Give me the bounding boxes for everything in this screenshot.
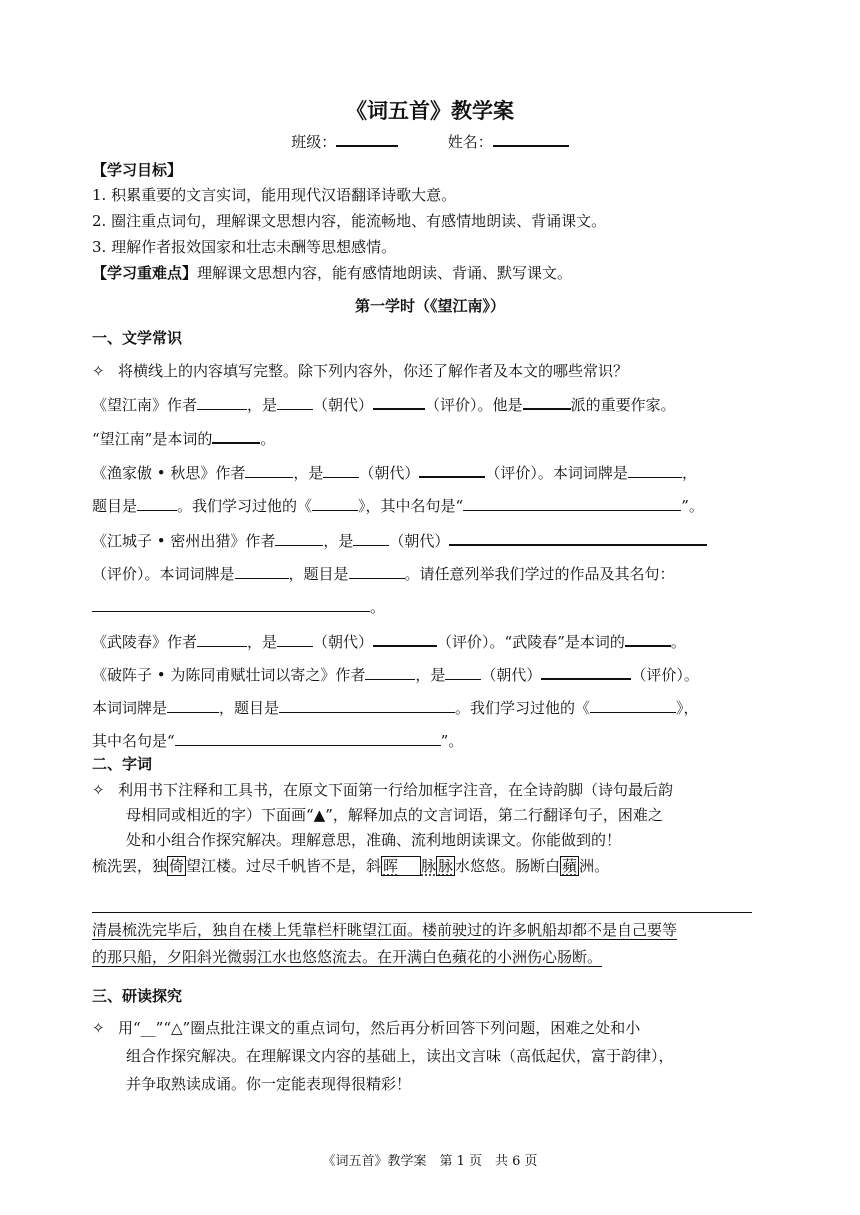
section3-heading: 三、研读探究 xyxy=(92,987,183,1005)
section2-instruction: 利用书下注释和工具书，在原文下面第一行给加框字注音，在全诗韵脚（诗句最后韵 xyxy=(118,781,674,799)
fill-text: 。我们学习过他的《 xyxy=(455,699,591,717)
boxed-char: 蘋 xyxy=(562,857,578,875)
fill-blank[interactable] xyxy=(445,665,481,680)
class-blank[interactable] xyxy=(336,131,398,147)
fill-blank[interactable] xyxy=(463,496,681,511)
section2-instruction: 母相同或相近的字）下面画“▲”，解释加点的文言词语，第二行翻译句子，困难之 xyxy=(126,806,663,824)
fill-line xyxy=(92,731,463,751)
fill-text: 本词词牌是 xyxy=(92,699,168,717)
fill-blank[interactable] xyxy=(277,395,313,410)
section3-instruction: 并争取熟读成诵。你一定能表现得很精彩！ xyxy=(126,1075,412,1093)
section2-heading: 二、字词 xyxy=(92,755,153,773)
fill-text: ，题目是 xyxy=(288,565,349,583)
diamond-bullet-icon: ✧ xyxy=(92,362,105,380)
fill-blank[interactable] xyxy=(628,463,682,478)
lesson-title: 第一学时（《望江南》） xyxy=(354,297,505,315)
fill-blank[interactable] xyxy=(373,394,425,410)
fill-line xyxy=(92,597,385,617)
fill-text: （朝代） xyxy=(389,532,450,550)
fill-text: （评价）。本词词牌是 xyxy=(485,464,628,482)
document-title: 《词五首》教学案 xyxy=(346,98,514,123)
fill-blank[interactable] xyxy=(92,597,370,612)
poem-text: 洲。 xyxy=(579,857,610,875)
name-blank[interactable] xyxy=(493,131,569,147)
fill-text: （评价）。他是 xyxy=(425,396,523,414)
fill-text: 题目是 xyxy=(92,497,138,515)
class-label: 班级： xyxy=(291,133,337,151)
fill-line xyxy=(92,698,699,718)
objective-item: 1. 积累重要的文言实词，能用现代汉语翻译诗歌大意。 xyxy=(92,186,457,204)
fill-text: 。 xyxy=(260,430,276,448)
boxed-char: 脉 xyxy=(421,857,437,875)
fill-text: 》，其中名句是“ xyxy=(358,497,464,515)
fill-blank[interactable] xyxy=(373,631,437,647)
boxed-char: 晖 xyxy=(381,856,421,876)
fill-blank[interactable] xyxy=(625,631,671,647)
fill-text: （评价）。本词词牌是 xyxy=(92,565,235,583)
fill-blank[interactable] xyxy=(419,462,485,478)
fill-text: 派的重要作家。 xyxy=(570,396,676,414)
fill-line xyxy=(92,564,675,584)
fill-text: 《破阵子 • 为陈同甫赋壮词以寄之》作者 xyxy=(92,666,366,684)
fill-blank[interactable] xyxy=(353,531,389,546)
fill-text: 其中名句是“ xyxy=(92,732,175,750)
fill-text: 。 xyxy=(670,633,686,651)
fill-text: ， xyxy=(681,464,697,482)
fill-line xyxy=(92,530,707,551)
fill-blank[interactable] xyxy=(277,632,313,647)
fill-blank[interactable] xyxy=(175,731,441,746)
translation-text: 清晨梳洗完毕后，独自在楼上凭靠栏杆眺望江面。楼前驶过的许多帆船却都不是自己要等 xyxy=(92,921,678,939)
fill-text: （朝代） xyxy=(481,666,542,684)
key-points-line xyxy=(92,263,572,283)
fill-blank[interactable] xyxy=(279,698,455,713)
fill-line xyxy=(92,664,699,685)
fill-blank[interactable] xyxy=(212,428,260,444)
fill-blank[interactable] xyxy=(235,564,289,579)
fill-line xyxy=(92,631,686,652)
objectives-heading: 【学习目标】 xyxy=(92,161,183,179)
fill-text: 《江城子 • 密州出猎》作者 xyxy=(92,532,276,550)
fill-blank[interactable] xyxy=(323,463,359,478)
fill-blank[interactable] xyxy=(590,698,676,713)
fill-text: （朝代） xyxy=(313,633,374,651)
fill-text: ，是 xyxy=(247,633,278,651)
fill-text: ，是 xyxy=(415,666,446,684)
boxed-char: 脉 xyxy=(438,857,454,875)
fill-blank[interactable] xyxy=(541,664,631,680)
fill-text: 《渔家傲 • 秋思》作者 xyxy=(92,464,246,482)
fill-blank[interactable] xyxy=(312,496,358,511)
section1-heading: 一、文学常识 xyxy=(92,329,183,347)
key-points-text: 理解课文思想内容，能有感情地朗读、背诵、默写课文。 xyxy=(197,264,573,282)
translation-line xyxy=(92,920,677,940)
fill-blank[interactable] xyxy=(197,632,247,647)
poem-line xyxy=(92,856,609,876)
fill-blank[interactable] xyxy=(523,394,571,410)
section1-instruction-line xyxy=(92,361,628,381)
page-footer: 《词五首》教学案 第 1 页 共 6 页 xyxy=(322,1154,538,1169)
fill-blank[interactable] xyxy=(245,463,293,478)
section3-instruction-line xyxy=(92,1018,640,1038)
fill-blank[interactable] xyxy=(449,530,707,546)
pinyin-answer-line[interactable] xyxy=(92,912,752,913)
fill-blank[interactable] xyxy=(365,665,415,680)
fill-line xyxy=(92,462,697,483)
fill-text: （朝代） xyxy=(359,464,420,482)
objective-item: 2. 圈注重点词句，理解课文思想内容，能流畅地、有感情地朗读、背诵课文。 xyxy=(92,212,607,230)
fill-text: 。 xyxy=(370,598,386,616)
objective-item: 3. 理解作者报效国家和壮志未酬等思想感情。 xyxy=(92,238,397,256)
fill-blank[interactable] xyxy=(197,395,247,410)
class-name-line xyxy=(0,131,860,152)
fill-text: “望江南”是本词的 xyxy=(92,430,213,448)
fill-text: 《武陵春》作者 xyxy=(92,633,198,651)
diamond-bullet-icon: ✧ xyxy=(92,781,105,799)
translation-line xyxy=(92,947,602,967)
boxed-char: 倚 xyxy=(169,857,185,875)
fill-text: ”。 xyxy=(681,497,704,515)
name-label: 姓名： xyxy=(447,133,493,151)
fill-text: ，是 xyxy=(293,464,324,482)
section2-instruction: 处和小组合作探究解决。理解意思，准确、流利地朗读课文。你能做到的！ xyxy=(126,831,622,849)
fill-text: （评价）。 xyxy=(631,666,699,684)
poem-text: 梳洗罢，独 xyxy=(92,857,168,875)
fill-blank[interactable] xyxy=(349,564,405,579)
fill-text: ，是 xyxy=(323,532,354,550)
fill-text: 。请任意列举我们学过的作品及其名句： xyxy=(404,565,675,583)
fill-blank[interactable] xyxy=(137,496,177,511)
fill-blank[interactable] xyxy=(275,531,323,546)
poem-text: 望江楼。过尽千帆皆不是，斜 xyxy=(186,857,382,875)
translation-text: 的那只船，夕阳斜光微弱江水也悠悠流去。在开满白色蘋花的小洲伤心肠断。 xyxy=(92,948,603,966)
section3-instruction: 用“__”“△”圈点批注课文的重点词句，然后再分析回答下列问题，困难之处和小 xyxy=(118,1019,641,1037)
fill-line xyxy=(92,496,704,516)
fill-line xyxy=(92,428,275,449)
fill-text: 《望江南》作者 xyxy=(92,396,198,414)
fill-text: 》， xyxy=(676,699,699,717)
section2-instruction-line xyxy=(92,780,673,800)
fill-text: ”。 xyxy=(440,732,464,750)
poem-text: 水悠悠。肠断白 xyxy=(455,857,561,875)
diamond-bullet-icon: ✧ xyxy=(92,1019,105,1037)
key-points-heading: 【学习重难点】 xyxy=(92,264,198,282)
fill-text: ，是 xyxy=(247,396,278,414)
fill-text: ，题目是 xyxy=(219,699,280,717)
fill-line xyxy=(92,394,676,415)
section3-instruction: 组合作探究解决。在理解课文内容的基础上，读出文言味（高低起伏，富于韵律）， xyxy=(126,1047,674,1065)
fill-text: （评价）。“武陵春”是本词的 xyxy=(437,633,625,651)
fill-text: （朝代） xyxy=(313,396,374,414)
fill-blank[interactable] xyxy=(167,698,219,713)
fill-text: 。我们学习过他的《 xyxy=(177,497,313,515)
section1-instruction: 将横线上的内容填写完整。除下列内容外，你还了解作者及本文的哪些常识？ xyxy=(118,362,629,380)
